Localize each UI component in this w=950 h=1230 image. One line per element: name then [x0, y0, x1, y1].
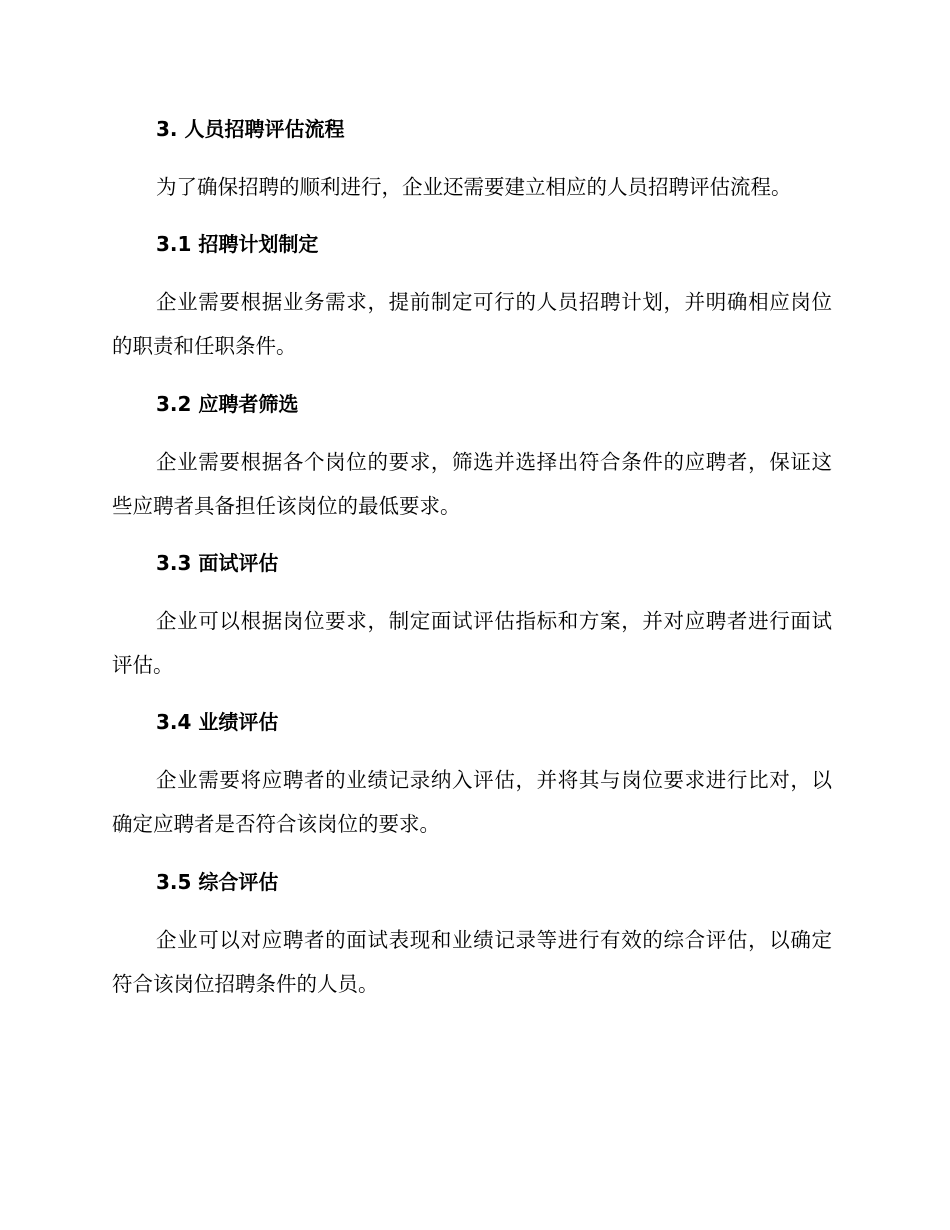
section-heading-3-3: 3.3 面试评估	[156, 551, 279, 575]
intro-paragraph: 为了确保招聘的顺利进行，企业还需要建立相应的人员招聘评估流程。	[156, 175, 792, 199]
section-body-3-1: 企业需要根据业务需求，提前制定可行的人员招聘计划，并明确相应岗位的职责和任职条件。	[112, 290, 832, 358]
section-body-3-4: 企业需要将应聘者的业绩记录纳入评估，并将其与岗位要求进行比对，以确定应聘者是否符合该岗位的要求。	[112, 768, 832, 836]
section-body-3-2: 企业需要根据各个岗位的要求，筛选并选择出符合条件的应聘者，保证这些应聘者具备担任该岗位的最低要求。	[112, 450, 832, 518]
section-heading-3-2: 3.2 应聘者筛选	[156, 392, 299, 416]
section-heading-3-5: 3.5 综合评估	[156, 870, 279, 894]
section-heading-3-1: 3.1 招聘计划制定	[156, 232, 319, 256]
main-heading: 3. 人员招聘评估流程	[156, 117, 345, 141]
section-body-3-5: 企业可以对应聘者的面试表现和业绩记录等进行有效的综合评估，以确定符合该岗位招聘条件的人员。	[112, 928, 832, 996]
section-heading-3-4: 3.4 业绩评估	[156, 710, 279, 734]
section-body-3-3: 企业可以根据岗位要求，制定面试评估指标和方案，并对应聘者进行面试评估。	[112, 609, 832, 677]
